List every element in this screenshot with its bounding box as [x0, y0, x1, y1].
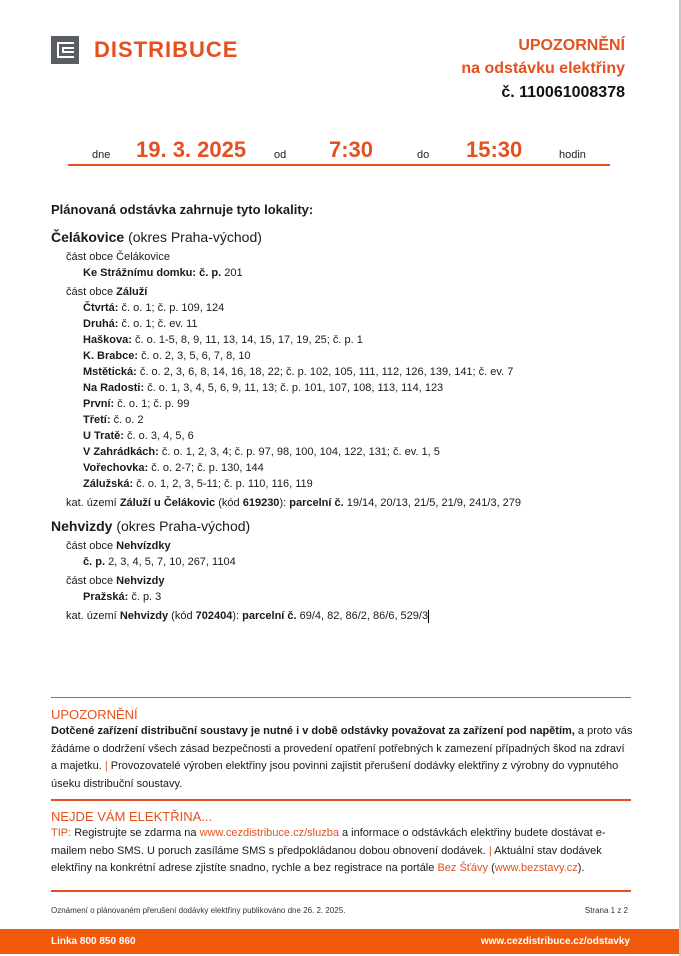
town-heading: [51, 228, 631, 246]
street-name: Ke Strážnímu domku:: [83, 267, 197, 279]
cadastral-name: Nehvizdy: [119, 610, 169, 622]
part-name: Nehvizdy: [116, 575, 165, 587]
time-from: 7:30: [329, 137, 374, 162]
street-row: [83, 554, 631, 570]
divider: [51, 890, 631, 892]
part-label: část obce: [66, 286, 114, 298]
footer-bar: [0, 929, 679, 954]
part-label: část obce: [66, 540, 114, 552]
street-row: [83, 316, 631, 332]
street-row: [83, 444, 631, 460]
street-values: č. o. 1, 2, 3, 5-11; č. p. 110, 116, 119: [136, 478, 313, 490]
town-name: Nehvizdy: [51, 518, 113, 534]
lead-heading: Plánovaná odstávka zahrnuje tyto lokality:: [51, 202, 314, 217]
town-heading: [51, 517, 631, 535]
code-suffix: ):: [279, 497, 287, 509]
parcel-label: parcelní č.: [289, 497, 344, 509]
street-values: č. o. 1; č. p. 109, 124: [121, 302, 225, 314]
street-values: č. o. 1, 2, 3, 4; č. p. 97, 98, 100, 104, 122, 131; č. ev. 1, 5: [161, 446, 440, 458]
part-label: část obce: [66, 575, 114, 587]
notice-number: č. 110061008378: [501, 84, 625, 101]
town-part: [66, 573, 631, 589]
page-number: Strana 1 z 2: [584, 906, 628, 915]
tip-section: [51, 808, 633, 878]
unit-label: hodin: [559, 149, 586, 161]
street-name: V Zahrádkách:: [83, 446, 159, 458]
street-row: [83, 380, 631, 396]
town-district: (okres Praha-východ): [128, 229, 262, 245]
street-name: Třetí:: [83, 414, 111, 426]
street-row: [83, 300, 631, 316]
separator: |: [104, 760, 108, 772]
town-district: (okres Praha-východ): [116, 518, 251, 534]
town-part: [66, 538, 631, 554]
cez-distribuce-logo: [51, 36, 238, 64]
parcel-values: 19/14, 20/13, 21/5, 21/9, 241/3, 279: [346, 497, 522, 509]
street-name: První:: [83, 398, 115, 410]
outage-date: 19. 3. 2025: [136, 137, 247, 162]
to-label: do: [417, 149, 430, 161]
street-values: 2, 3, 4, 5, 7, 10, 267, 1104: [108, 556, 236, 568]
cez-logo-icon: [51, 36, 79, 64]
cadastral-prefix: kat. území: [66, 610, 117, 622]
cadastral-name: Záluží u Čelákovic: [119, 497, 216, 509]
street-row: [83, 332, 631, 348]
town-part: [66, 249, 631, 265]
street-values: č. o. 1; č. ev. 11: [121, 318, 198, 330]
street-row: [83, 348, 631, 364]
schedule-row: [68, 136, 610, 166]
street-values: 201: [224, 267, 243, 279]
street-values: č. o. 2, 3, 6, 8, 14, 16, 18, 22; č. p. 102, 105, 111, 112, 126, 139, 141; č. ev. 7: [139, 366, 514, 378]
street-values: č. o. 1; č. p. 99: [117, 398, 190, 410]
street-row: [83, 589, 631, 605]
street-name: K. Brabce:: [83, 350, 139, 362]
tip-text: Registrujte se zdarma na: [71, 827, 200, 839]
code-prefix: (kód: [218, 497, 240, 509]
warning-heading: UPOZORNĚNÍ: [51, 707, 138, 722]
cadastral-code: 702404: [195, 610, 233, 622]
town-part: [66, 284, 631, 300]
hotline: Linka 800 850 860: [51, 936, 136, 947]
street-label: č. p.: [83, 556, 106, 568]
street-values: č. o. 2-7; č. p. 130, 144: [151, 462, 264, 474]
service-link[interactable]: www.cezdistribuce.cz/sluzba: [199, 827, 339, 839]
bez-stavy-link[interactable]: Bez Šťávy: [437, 862, 489, 874]
tip-label: TIP:: [51, 827, 72, 839]
cadastral-row: [66, 608, 631, 624]
publication-note: Oznámení o plánovaném přerušení dodávky elektřiny publikováno dne 26. 2. 2025.: [51, 906, 346, 915]
text-cursor: [428, 610, 429, 623]
street-row: [83, 428, 631, 444]
brand-name: DISTRIBUCE: [94, 37, 239, 62]
street-row: [83, 412, 631, 428]
street-name: Vořechovka:: [83, 462, 149, 474]
street-values: č. o. 1, 3, 4, 5, 6, 9, 11, 13; č. p. 101, 107, 108, 113, 114, 123: [147, 382, 444, 394]
cadastral-code: 619230: [242, 497, 280, 509]
street-name: Na Radosti:: [83, 382, 145, 394]
website-link[interactable]: www.cezdistribuce.cz/odstavky: [480, 936, 630, 947]
part-label: část obce: [66, 251, 114, 263]
warning-text: a proto vás žádáme o dodržení všech zásad bezpečnosti a provedení opatření potřebných k zamezení případných škod na zdraví a majetku.: [51, 725, 633, 772]
divider: [51, 697, 631, 698]
code-prefix: (kód: [171, 610, 193, 622]
divider: [51, 799, 631, 801]
parcel-values: 69/4, 82, 86/2, 86/6, 529/3: [299, 610, 429, 622]
notice-title: [461, 35, 625, 105]
street-values: č. o. 1-5, 8, 9, 11, 13, 14, 15, 17, 19, 25; č. p. 1: [134, 334, 363, 346]
street-name: Druhá:: [83, 318, 119, 330]
street-label: č. p.: [199, 267, 222, 279]
date-label: dne: [92, 149, 111, 161]
street-name: Pražská:: [83, 591, 129, 603]
street-name: U Tratě:: [83, 430, 124, 442]
from-label: od: [274, 149, 287, 161]
street-row: [83, 476, 631, 492]
title-line1: UPOZORNĚNÍ: [518, 37, 625, 54]
part-name: Záluží: [116, 286, 148, 298]
street-values: č. o. 2, 3, 5, 6, 7, 8, 10: [141, 350, 251, 362]
paren-open: (: [488, 862, 495, 874]
cadastral-prefix: kat. území: [66, 497, 117, 509]
street-values: č. o. 2: [113, 414, 144, 426]
locality-list: [51, 202, 631, 624]
street-name: Mstětická:: [83, 366, 137, 378]
part-name: Čelákovice: [116, 251, 170, 263]
street-row: [83, 460, 631, 476]
tip-text-3: Aktuální stav dodávek elektřiny na konkrétní adrese zjistíte snadno, rychle a bez registrace na portále: [51, 844, 602, 874]
title-line2: na odstávku elektřiny: [461, 60, 625, 77]
tip-heading: NEJDE VÁM ELEKTŘINA...: [51, 809, 213, 824]
code-suffix: ):: [232, 610, 240, 622]
street-values: č. o. 3, 4, 5, 6: [127, 430, 194, 442]
street-row: [83, 364, 631, 380]
separator: |: [488, 844, 492, 857]
paren-close: ).: [577, 862, 585, 874]
tip-text-2: a informace o odstávkách elektřiny budete dostávat e-mailem nebo SMS. U poruch zasíláme SMS s předpokládanou dobou obnovení dodávek.: [51, 827, 606, 857]
parcel-label: parcelní č.: [242, 610, 297, 622]
street-row: [83, 396, 631, 412]
warning-bold-text: Dotčené zařízení distribuční soustavy je nutné i v době odstávky považovat za zařízení pod napětím,: [51, 725, 575, 737]
street-name: Zálužská:: [83, 478, 134, 490]
part-name: Nehvízdky: [116, 540, 171, 552]
warning-section: [51, 706, 633, 793]
street-name: Haškova:: [83, 334, 132, 346]
street-row: [83, 265, 631, 281]
bezstavy-url-link[interactable]: www.bezstavy.cz: [494, 862, 578, 874]
street-name: Čtvrtá:: [83, 302, 119, 314]
time-to: 15:30: [466, 137, 523, 162]
warning-text-2: Provozovatelé výroben elektřiny jsou povinni zajistit přerušení dodávky elektřiny z výrobny do vypnutého úseku distribuční soustavy.: [51, 760, 619, 790]
town-name: Čelákovice: [51, 229, 125, 245]
cadastral-row: [66, 495, 631, 511]
street-values: č. p. 3: [131, 591, 162, 603]
